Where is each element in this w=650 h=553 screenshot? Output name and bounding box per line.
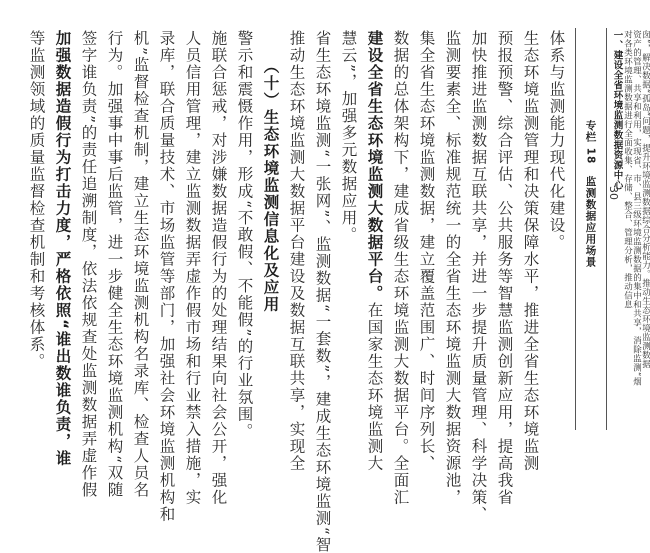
box-line: 资产的管理、共享和利用，实现省、市、县三级环境监测数据的集中和共享，消除监测“烟 [631,30,642,386]
body-line: 慧云”，加强多元数据应用。 [339,30,358,244]
body-line: 加快推进监测数据互联共享，并进一步提升质量管理、科学决策、 [469,30,488,523]
body-line: 行为。加强事中事后监管，进一步健全生态环境监测机构“双随 [105,30,124,499]
body-line: 体系与监测能力现代化建设。 [547,30,566,251]
page-number: 30 [607,186,620,200]
body-line: 集全省生态环境监测数据，建立覆盖范围广、时间序列长、 [417,30,436,472]
body-line: 等监测领域的质量监督检查机制和考核体系。 [27,30,46,370]
body-line: 施联合惩戒，对涉嫌数据造假行为的处理结果向社会公开，强化 [209,30,228,506]
lead-continuation: 在国家生态环境监测大 [365,302,384,472]
box-line: 对各类环境监测数据进行全面收集、存储、整合、管理分析，推动信息 [622,30,633,309]
body-line-bold: 加强数据造假行为打击力度，严格依照“谁出数谁负责，谁 [53,30,72,467]
box-line: 囱”，解决数据“孤岛”问题，提升环境监测数据综合分析能力。推动生态环境监测数据 [640,30,650,369]
body-line: 生态环境监测管理和决策保障水平，推进全省生态环境监测 [521,30,540,472]
body-line: 机”监督检查机制，建立生态环境监测机构名录库、检查人员名 [131,30,150,499]
body-line: 签字谁负责”的责任追溯制度，依法依规查处监测数据弄虚作假 [79,30,98,499]
box-title: 专栏 18 监测数据应用场景 [584,120,597,268]
body-line: 推动生态环境监测大数据平台建设及数据互联共享，实现全 [287,30,306,472]
lead-paragraph-line [366,30,383,472]
body-line: 监测要素全、标准规范统一的全省生态环境监测大数据资源池， [443,30,462,506]
section-heading: （十）生态环境监测信息化及应用 [261,58,280,313]
body-line: 人员信用管理，建立监测数据弄虚作假市场和行业禁入措施，实 [183,30,202,506]
box-rule-left [575,28,576,430]
body-line: 预报预警、综合评估、公共服务等智慧监测创新应用，提高我省 [495,30,514,506]
body-line: 省生态环境监测“一张网”、监测数据“一套数”，建成生态环境监测“智 [313,30,332,553]
body-line: 数据的总体架构下，建成省级生态环境监测大数据平台。全面汇 [391,30,410,506]
box-item-title: 一、建设全省环境监测数据资源中心 [611,30,623,190]
box-rule-right [606,28,607,430]
bold-lead: 建设全省生态环境监测大数据平台。 [365,30,384,302]
body-line: 警示和震慑作用，形成“不敢假、不能假”的行业氛围。 [235,30,254,440]
body-line: 录库，联合质量技术、市场监管等部门，加强社会环境监测机构和 [157,30,176,523]
